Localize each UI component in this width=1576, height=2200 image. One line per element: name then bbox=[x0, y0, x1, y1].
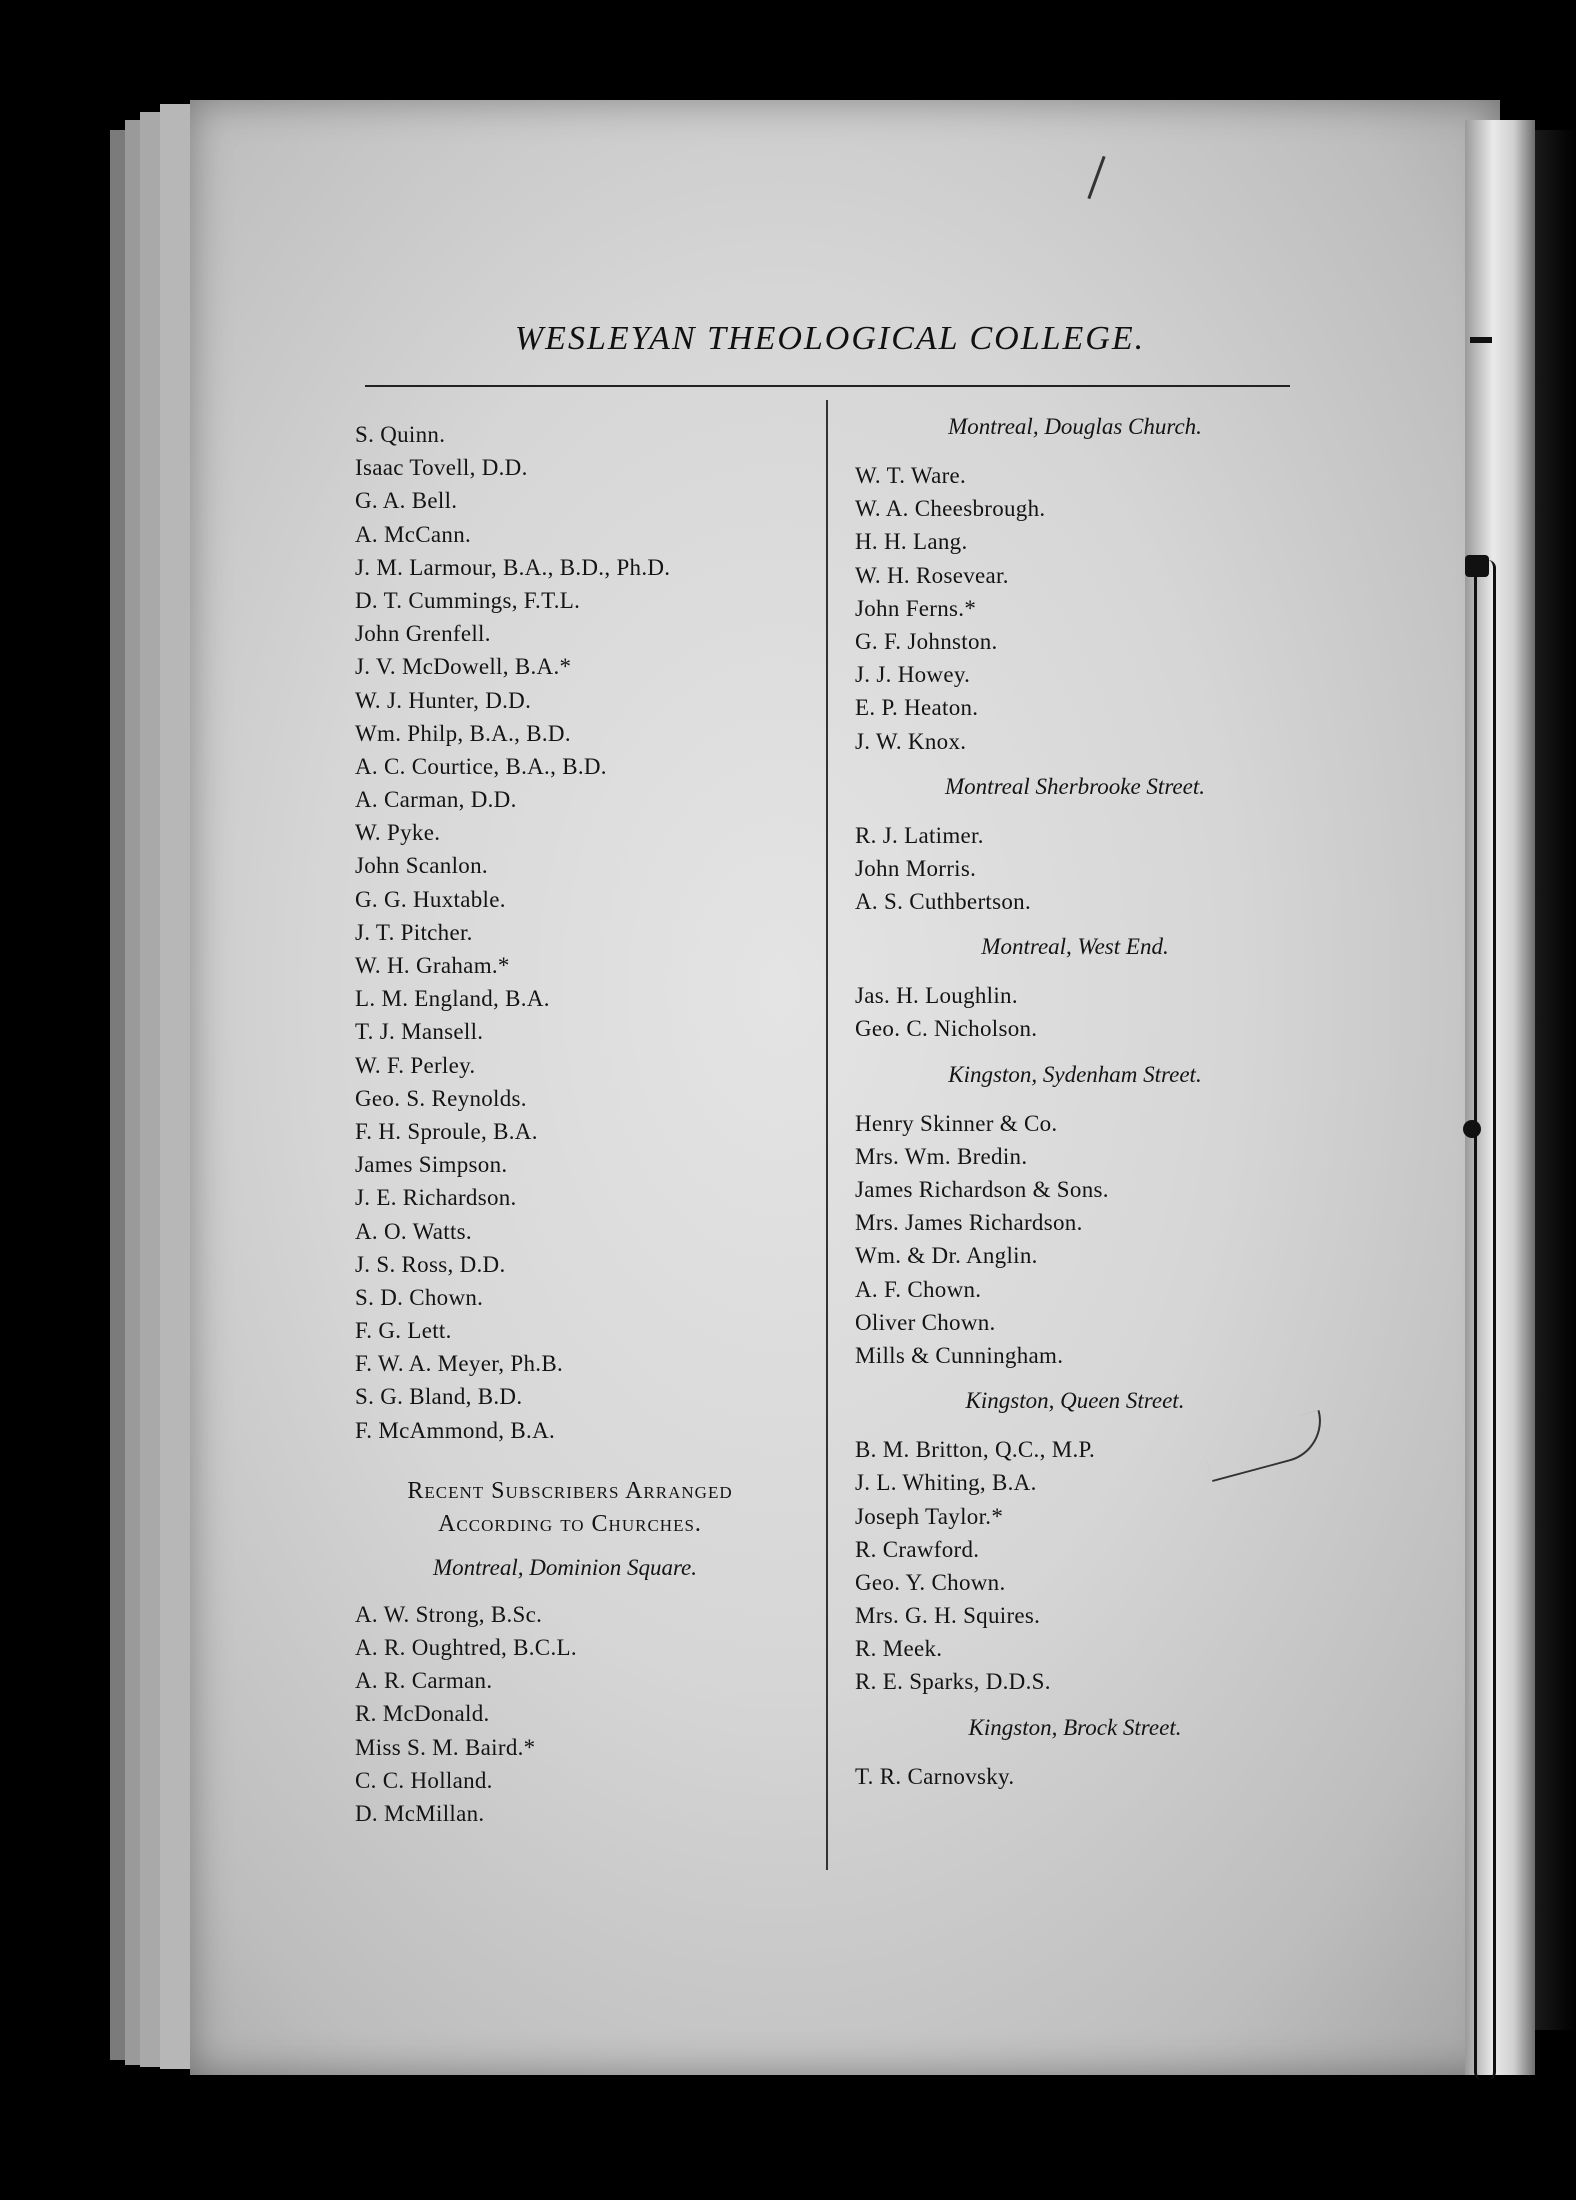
subscriber-name: E. P. Heaton. bbox=[855, 695, 979, 721]
subscriber-name: G. G. Huxtable. bbox=[355, 886, 506, 912]
subscriber-name: W. H. Graham.* bbox=[355, 953, 510, 978]
subscriber-name: A. McCann. bbox=[355, 521, 472, 547]
subscriber-name: R. McDonald. bbox=[355, 1701, 490, 1727]
church-heading: Kingston, Sydenham Street. bbox=[948, 1061, 1202, 1087]
subscriber-name: John Morris. bbox=[855, 855, 977, 881]
subscriber-name: Mills & Cunningham. bbox=[855, 1342, 1064, 1368]
left-column bbox=[355, 418, 805, 1830]
right-column bbox=[855, 410, 1295, 1793]
church-heading: Montreal, Dominion Square. bbox=[432, 1554, 698, 1580]
church-heading: Kingston, Queen Street. bbox=[965, 1388, 1185, 1414]
subscriber-name: W. J. Hunter, D.D. bbox=[355, 687, 532, 713]
subscriber-name: W. T. Ware. bbox=[855, 463, 967, 488]
recent-heading-line: Recent Subscribers Arranged bbox=[407, 1477, 733, 1504]
subscriber-name: R. Crawford. bbox=[855, 1536, 980, 1562]
church-section bbox=[855, 1058, 1295, 1373]
subscriber-name: Jas. H. Loughlin. bbox=[855, 983, 1018, 1009]
subscriber-name: W. H. Rosevear. bbox=[855, 562, 1009, 588]
binding-knot bbox=[1465, 555, 1489, 577]
subscriber-name: R. E. Sparks, D.D.S. bbox=[855, 1669, 1051, 1695]
church-section bbox=[855, 1384, 1295, 1699]
subscriber-name: Oliver Chown. bbox=[855, 1309, 996, 1335]
subscriber-name: B. M. Britton, Q.C., M.P. bbox=[855, 1437, 1096, 1463]
subscriber-name: R. Meek. bbox=[855, 1636, 943, 1662]
subscriber-name: A. C. Courtice, B.A., B.D. bbox=[355, 753, 607, 779]
subscriber-name: A. F. Chown. bbox=[855, 1276, 982, 1302]
subscriber-name: Geo. Y. Chown. bbox=[855, 1569, 1006, 1595]
church-section bbox=[855, 930, 1295, 1045]
subscriber-name: Wm. & Dr. Anglin. bbox=[855, 1243, 1038, 1269]
header-rule bbox=[365, 385, 1290, 387]
subscriber-name: S. G. Bland, B.D. bbox=[355, 1384, 523, 1410]
subscriber-name: Miss S. M. Baird.* bbox=[355, 1734, 536, 1760]
running-head: WESLEYAN THEOLOGICAL COLLEGE. bbox=[514, 320, 1146, 357]
subscriber-name: S. Quinn. bbox=[355, 422, 446, 447]
subscriber-name: Henry Skinner & Co. bbox=[855, 1110, 1058, 1136]
subscriber-name: R. J. Latimer. bbox=[855, 822, 984, 848]
subscriber-name: James Simpson. bbox=[355, 1152, 508, 1178]
book-spine-edge bbox=[1535, 130, 1576, 2030]
subscriber-name: J. E. Richardson. bbox=[355, 1185, 517, 1211]
subscriber-name: G. A. Bell. bbox=[355, 488, 458, 514]
recent-heading-line: According to Churches. bbox=[438, 1510, 702, 1537]
subscriber-name: Geo. C. Nicholson. bbox=[855, 1016, 1038, 1042]
subscriber-name: H. H. Lang. bbox=[855, 529, 968, 555]
subscriber-name: Wm. Philp, B.A., B.D. bbox=[355, 720, 571, 746]
subscriber-name: Mrs. G. H. Squires. bbox=[855, 1603, 1041, 1629]
section-heading-recent bbox=[355, 1475, 805, 1541]
church-section bbox=[855, 770, 1295, 919]
subscriber-name: T. J. Mansell. bbox=[355, 1019, 484, 1045]
binding-string bbox=[1474, 560, 1496, 2080]
subscriber-name: A. O. Watts. bbox=[355, 1218, 472, 1244]
subscriber-name: Joseph Taylor.* bbox=[855, 1503, 1004, 1529]
subscriber-name: A. R. Oughtred, B.C.L. bbox=[355, 1635, 577, 1660]
subscriber-name: L. M. England, B.A. bbox=[355, 986, 550, 1012]
subscriber-name: A. S. Cuthbertson. bbox=[855, 889, 1031, 915]
subscriber-name: J. M. Larmour, B.A., B.D., Ph.D. bbox=[355, 554, 671, 580]
subscriber-name: Mrs. Wm. Bredin. bbox=[855, 1143, 1028, 1169]
subscriber-name: A. W. Strong, B.Sc. bbox=[355, 1601, 543, 1627]
church-heading: Montreal Sherbrooke Street. bbox=[945, 773, 1205, 799]
subscriber-name: W. F. Perley. bbox=[355, 1052, 476, 1078]
subscriber-name: J. J. Howey. bbox=[855, 662, 971, 688]
subscriber-name: John Scanlon. bbox=[355, 853, 488, 879]
church-heading: Kingston, Brock Street. bbox=[968, 1714, 1182, 1740]
subscriber-name: W. A. Cheesbrough. bbox=[855, 496, 1046, 522]
subscriber-name: Isaac Tovell, D.D. bbox=[355, 455, 528, 481]
subscriber-name: John Ferns.* bbox=[855, 595, 977, 621]
subscriber-name: James Richardson & Sons. bbox=[855, 1177, 1109, 1202]
subscriber-name: S. D. Chown. bbox=[355, 1284, 484, 1310]
subscriber-name: A. Carman, D.D. bbox=[355, 787, 517, 813]
subscriber-name: F. W. A. Meyer, Ph.B. bbox=[355, 1351, 564, 1377]
subscriber-name: W. Pyke. bbox=[355, 820, 441, 846]
subscriber-name: F. H. Sproule, B.A. bbox=[355, 1118, 538, 1144]
binding-knot bbox=[1463, 1120, 1481, 1138]
subscriber-name: J. L. Whiting, B.A. bbox=[855, 1470, 1037, 1496]
subscriber-name: G. F. Johnston. bbox=[855, 628, 998, 654]
subscriber-name: J. T. Pitcher. bbox=[355, 919, 473, 945]
subscriber-name: J. V. McDowell, B.A.* bbox=[355, 654, 572, 680]
church-section bbox=[855, 1711, 1295, 1793]
binding-mark bbox=[1470, 337, 1492, 343]
subscriber-name: F. McAmmond, B.A. bbox=[355, 1417, 556, 1443]
subscriber-name: C. C. Holland. bbox=[355, 1767, 493, 1793]
subscriber-name: A. R. Carman. bbox=[355, 1668, 493, 1694]
subscriber-list bbox=[355, 418, 805, 1447]
church-heading: Montreal, West End. bbox=[981, 934, 1169, 960]
church-heading: Montreal, Douglas Church. bbox=[948, 414, 1202, 439]
subscriber-name: Geo. S. Reynolds. bbox=[355, 1085, 527, 1111]
church-section bbox=[855, 410, 1295, 758]
subscriber-name: D. T. Cummings, F.T.L. bbox=[355, 587, 581, 613]
subscriber-name: J. S. Ross, D.D. bbox=[355, 1251, 506, 1277]
church-subscriber-list bbox=[355, 1598, 805, 1830]
subscriber-name: D. McMillan. bbox=[355, 1800, 485, 1826]
subscriber-name: Mrs. James Richardson. bbox=[855, 1210, 1083, 1236]
subscriber-name: J. W. Knox. bbox=[855, 728, 967, 754]
column-divider bbox=[826, 400, 828, 1870]
subscriber-name: John Grenfell. bbox=[355, 621, 491, 647]
subscriber-name: F. G. Lett. bbox=[355, 1318, 452, 1344]
subscriber-name: T. R. Carnovsky. bbox=[855, 1763, 1015, 1789]
